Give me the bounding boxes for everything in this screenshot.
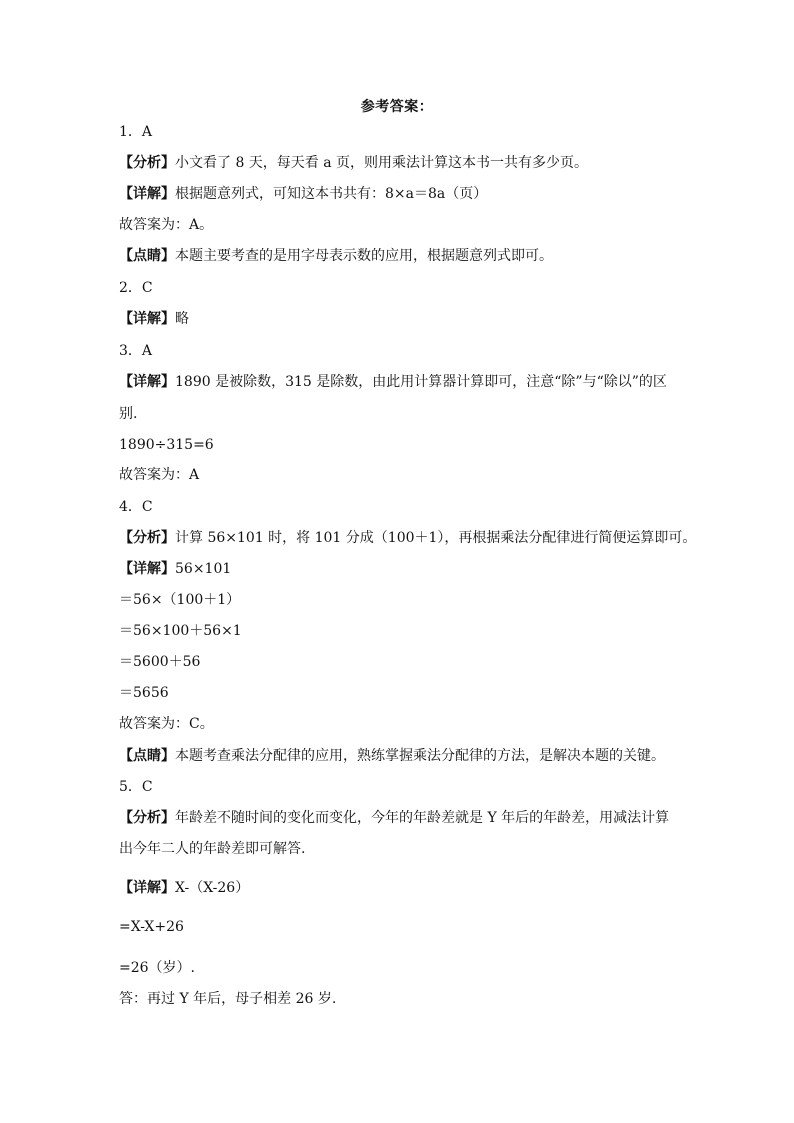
section-tag: 【详解】	[119, 374, 175, 390]
answer-text: 根据题意列式，可知这本书共有：8×a＝8a（页）	[175, 186, 488, 202]
answer-line	[119, 559, 231, 579]
answer-text: 年龄差不随时间的变化而变化，今年的年龄差就是 Y 年后的年龄差，用减法计算	[175, 810, 670, 826]
answer-line	[119, 590, 240, 610]
section-tag: 【详解】	[119, 880, 175, 896]
answer-text: =26（岁）.	[119, 960, 195, 976]
answer-text: 本题考查乘法分配律的应用，熟练掌握乘法分配律的方法，是解决本题的关键。	[175, 748, 665, 764]
answer-text: ＝5600＋56	[119, 654, 201, 670]
answer-text: 故答案为：A。	[119, 217, 214, 233]
answer-line	[119, 465, 199, 485]
answer-text: 小文看了 8 天，每天看 a 页，则用乘法计算这本书一共有多少页。	[175, 155, 589, 171]
answer-text: 4．C	[119, 499, 153, 515]
answer-text: 1890÷315=6	[119, 437, 214, 453]
answer-line	[119, 621, 242, 641]
answer-line	[119, 958, 195, 978]
section-tag: 【点睛】	[119, 248, 175, 264]
answer-text: ＝56×100＋56×1	[119, 623, 242, 639]
answer-line	[119, 878, 249, 898]
section-tag: 【详解】	[119, 311, 175, 327]
answer-text: 别.	[119, 406, 138, 422]
answer-text: 1．A	[119, 124, 153, 140]
answer-text: 2．C	[119, 280, 153, 296]
answer-line	[119, 746, 665, 766]
answer-line	[119, 808, 669, 828]
answer-line	[119, 714, 214, 734]
answer-text: 5．C	[119, 779, 153, 795]
answer-line	[119, 917, 184, 937]
answer-line	[119, 989, 336, 1009]
answer-text: 略	[175, 311, 189, 327]
answer-text: 本题主要考查的是用字母表示数的应用，根据题意列式即可。	[175, 248, 553, 264]
answer-line	[119, 341, 152, 361]
answer-text: 故答案为：A	[119, 467, 200, 483]
answer-text: 1890 是被除数，315 是除数，由此用计算器计算即可，注意“除”与“除以”的区	[175, 374, 667, 390]
answer-line	[119, 122, 152, 142]
answer-line	[119, 528, 696, 548]
answer-text: ＝5656	[119, 685, 169, 701]
answer-line	[119, 153, 588, 173]
answer-text: 故答案为：C。	[119, 716, 214, 732]
answer-line	[119, 435, 214, 455]
answer-line	[119, 683, 169, 703]
section-tag: 【分析】	[119, 530, 175, 546]
section-tag: 【分析】	[119, 155, 175, 171]
answer-line	[119, 497, 153, 517]
answer-text: =X-X+26	[119, 919, 184, 935]
answer-text: ＝56×（100＋1）	[119, 592, 241, 608]
answer-line	[119, 184, 487, 204]
answer-line	[119, 309, 189, 329]
section-tag: 【分析】	[119, 810, 175, 826]
answer-text: 答：再过 Y 年后，母子相差 26 岁.	[119, 991, 337, 1007]
answer-line	[119, 652, 200, 672]
section-tag: 【详解】	[119, 186, 175, 202]
answer-text: 出今年二人的年龄差即可解答.	[119, 841, 306, 857]
answer-text: 3．A	[119, 343, 153, 359]
answer-line	[119, 372, 667, 392]
answer-line	[119, 404, 137, 424]
answer-line	[119, 839, 305, 859]
section-tag: 【详解】	[119, 561, 175, 577]
answer-line	[119, 215, 213, 235]
answer-line	[119, 246, 553, 266]
answer-text: X-（X-26）	[175, 880, 250, 896]
section-tag: 【点睛】	[119, 748, 175, 764]
answer-text: 56×101	[175, 561, 232, 577]
answer-line	[119, 777, 153, 797]
page-title: 参考答案：	[360, 99, 434, 115]
answer-text: 计算 56×101 时，将 101 分成（100＋1），再根据乘法分配律进行简便运算即可。	[175, 530, 697, 546]
answer-line	[119, 278, 153, 298]
